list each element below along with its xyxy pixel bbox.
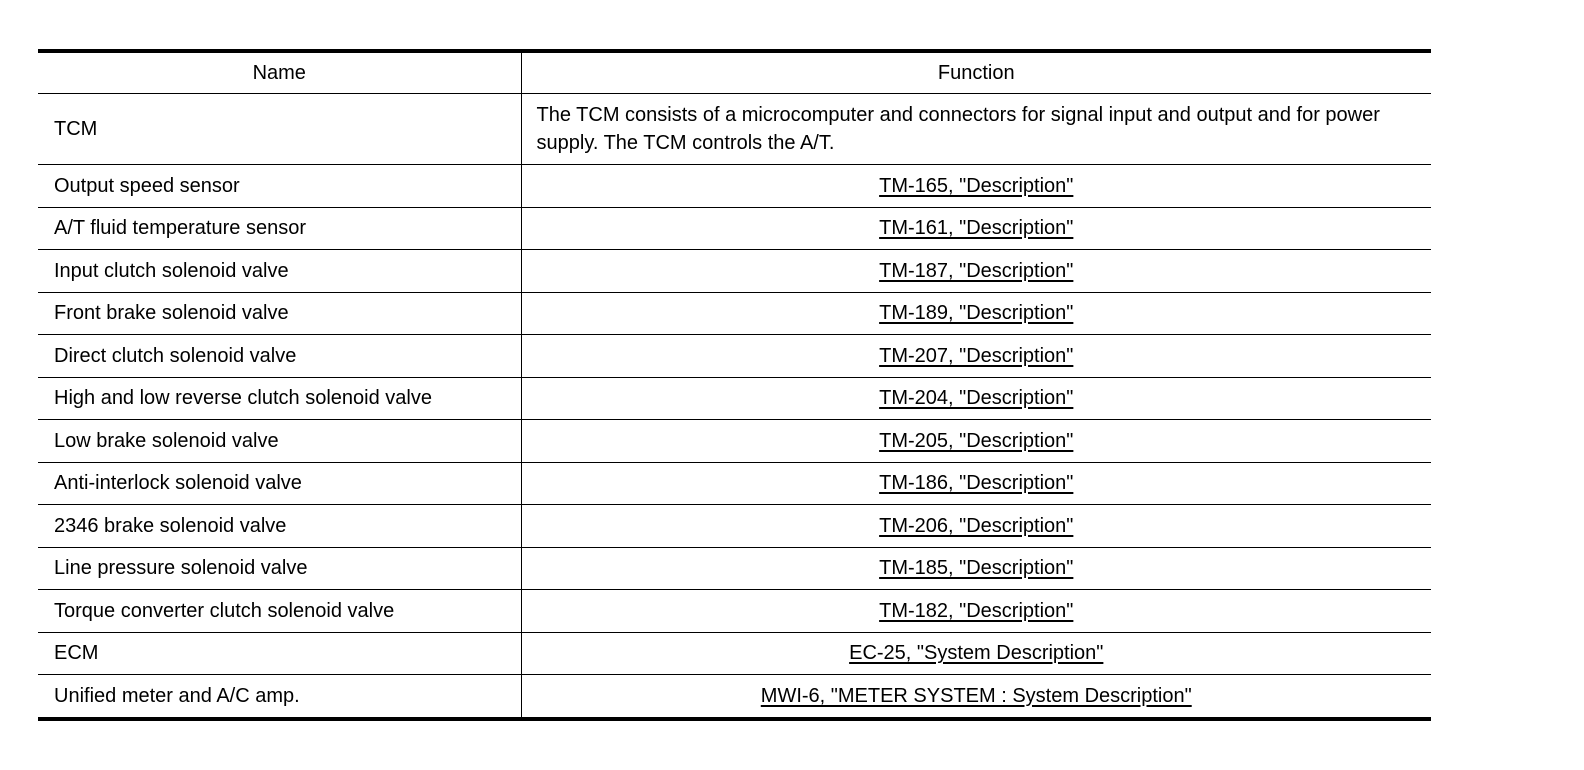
component-name: A/T fluid temperature sensor bbox=[38, 207, 521, 250]
component-name: TCM bbox=[38, 94, 521, 165]
reference-link[interactable]: MWI-6, "METER SYSTEM : System Description" bbox=[760, 684, 1192, 707]
component-name: ECM bbox=[38, 632, 521, 675]
table-row bbox=[38, 335, 1431, 378]
component-name: Line pressure solenoid valve bbox=[38, 547, 521, 590]
component-name: Input clutch solenoid valve bbox=[38, 250, 521, 293]
component-function-table bbox=[38, 49, 1431, 721]
table-row bbox=[38, 165, 1431, 208]
component-name: Low brake solenoid valve bbox=[38, 420, 521, 463]
table-row bbox=[38, 462, 1431, 505]
reference-link[interactable]: EC-25, "System Description" bbox=[849, 642, 1104, 665]
component-table-container bbox=[38, 49, 1431, 721]
column-header-name: Name bbox=[38, 51, 521, 94]
table-row bbox=[38, 547, 1431, 590]
reference-link[interactable]: TM-161, "Description" bbox=[879, 217, 1074, 240]
reference-link[interactable]: TM-165, "Description" bbox=[879, 174, 1074, 197]
table-row bbox=[38, 292, 1431, 335]
reference-link[interactable]: TM-204, "Description" bbox=[879, 387, 1074, 410]
table-row bbox=[38, 207, 1431, 250]
reference-link[interactable]: TM-182, "Description" bbox=[879, 599, 1074, 622]
header-row bbox=[38, 51, 1431, 94]
table-row bbox=[38, 377, 1431, 420]
reference-link[interactable]: TM-206, "Description" bbox=[879, 514, 1074, 537]
table-row bbox=[38, 632, 1431, 675]
reference-link[interactable]: TM-207, "Description" bbox=[879, 344, 1074, 367]
component-name: Front brake solenoid valve bbox=[38, 292, 521, 335]
reference-link[interactable]: TM-185, "Description" bbox=[879, 557, 1074, 580]
reference-link[interactable]: TM-186, "Description" bbox=[879, 472, 1074, 495]
reference-link[interactable]: TM-187, "Description" bbox=[879, 259, 1074, 282]
table-row bbox=[38, 250, 1431, 293]
table-row bbox=[38, 590, 1431, 633]
table-row bbox=[38, 505, 1431, 548]
table-body bbox=[38, 94, 1431, 719]
component-name: Unified meter and A/C amp. bbox=[38, 675, 521, 719]
component-name: Torque converter clutch solenoid valve bbox=[38, 590, 521, 633]
reference-link[interactable]: TM-189, "Description" bbox=[879, 302, 1074, 325]
reference-link[interactable]: TM-205, "Description" bbox=[879, 429, 1074, 452]
table-header bbox=[38, 51, 1431, 94]
table-row bbox=[38, 420, 1431, 463]
column-header-function: Function bbox=[521, 51, 1431, 94]
component-name: High and low reverse clutch solenoid valve bbox=[38, 377, 521, 420]
component-name: Anti-interlock solenoid valve bbox=[38, 462, 521, 505]
component-name: Output speed sensor bbox=[38, 165, 521, 208]
component-name: Direct clutch solenoid valve bbox=[38, 335, 521, 378]
table-row bbox=[38, 94, 1431, 165]
component-name: 2346 brake solenoid valve bbox=[38, 505, 521, 548]
component-function-text: The TCM consists of a microcomputer and connectors for signal input and output and for power supply. The TCM controls the A/T. bbox=[521, 94, 1431, 165]
table-row bbox=[38, 675, 1431, 719]
